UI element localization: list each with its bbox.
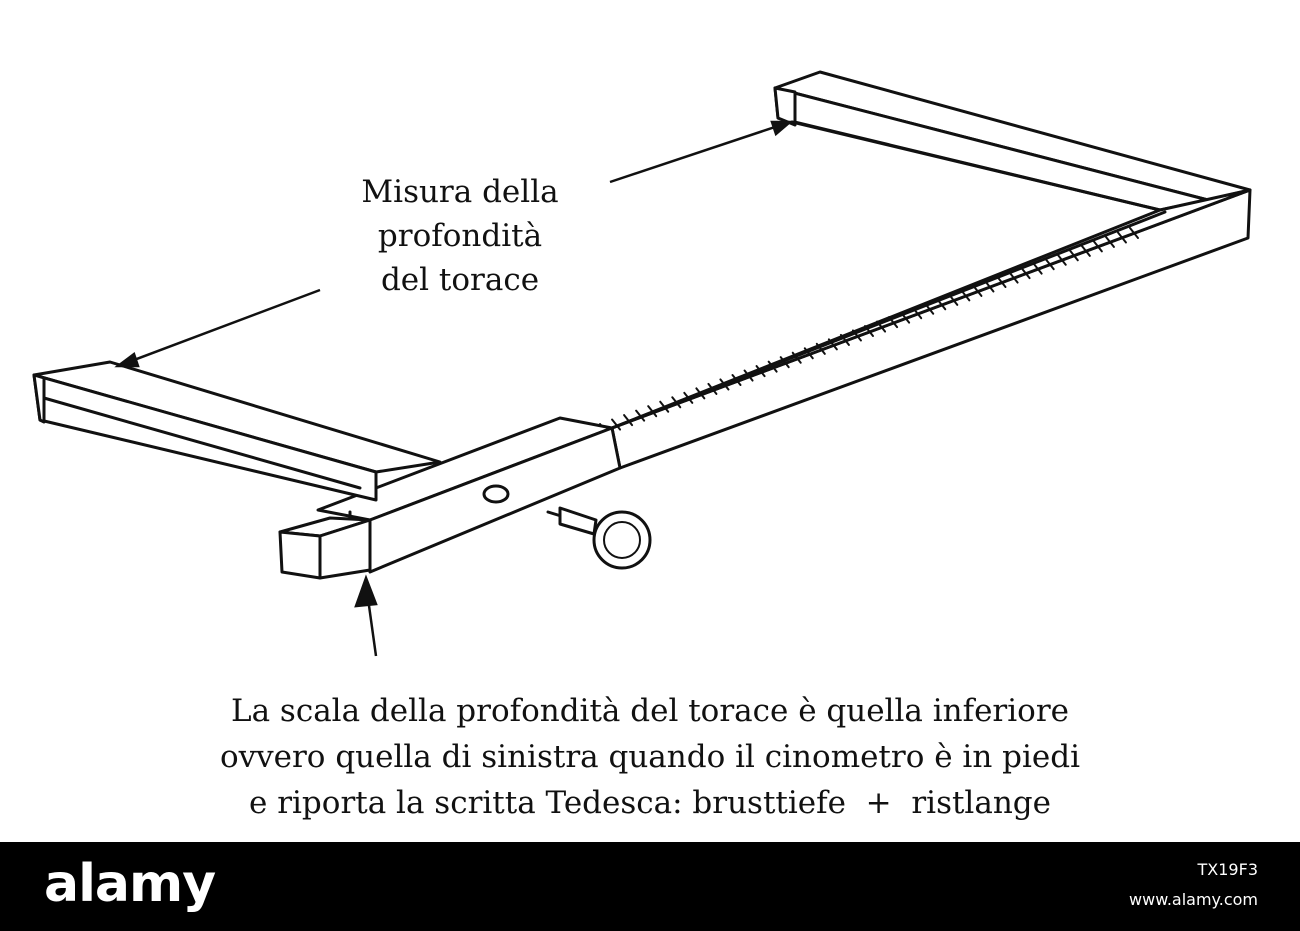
near-jaw	[34, 362, 440, 500]
lock-screw-icon	[548, 508, 650, 568]
depth-label-line-2: profondità	[377, 218, 543, 254]
caption-line-3: e riporta la scritta Tedesca: brusttiefe + ristlange	[249, 785, 1051, 821]
image-id: TX19F3	[1197, 860, 1258, 879]
alamy-logo: alamy	[44, 854, 216, 914]
depth-label	[300, 170, 620, 302]
arrowhead-right	[772, 122, 790, 134]
watermark-footer	[0, 842, 1300, 931]
main-bar	[612, 190, 1250, 468]
arrow-line-right	[610, 122, 790, 182]
far-jaw	[775, 72, 1250, 210]
site-url: www.alamy.com	[1129, 890, 1258, 909]
arrowhead-left	[118, 354, 138, 366]
bar-end	[280, 518, 370, 578]
caption-line-2: ovvero quella di sinistra quando il cinometro è in piedi	[219, 739, 1081, 775]
depth-label-line-3: del torace	[380, 262, 540, 298]
arrow-line-left	[118, 290, 320, 366]
arrowhead-up	[356, 578, 376, 606]
depth-label-line-1: Misura della	[361, 174, 559, 210]
caption	[40, 688, 1260, 826]
caption-line-1: La scala della profondità del torace è quella inferiore	[231, 693, 1069, 729]
